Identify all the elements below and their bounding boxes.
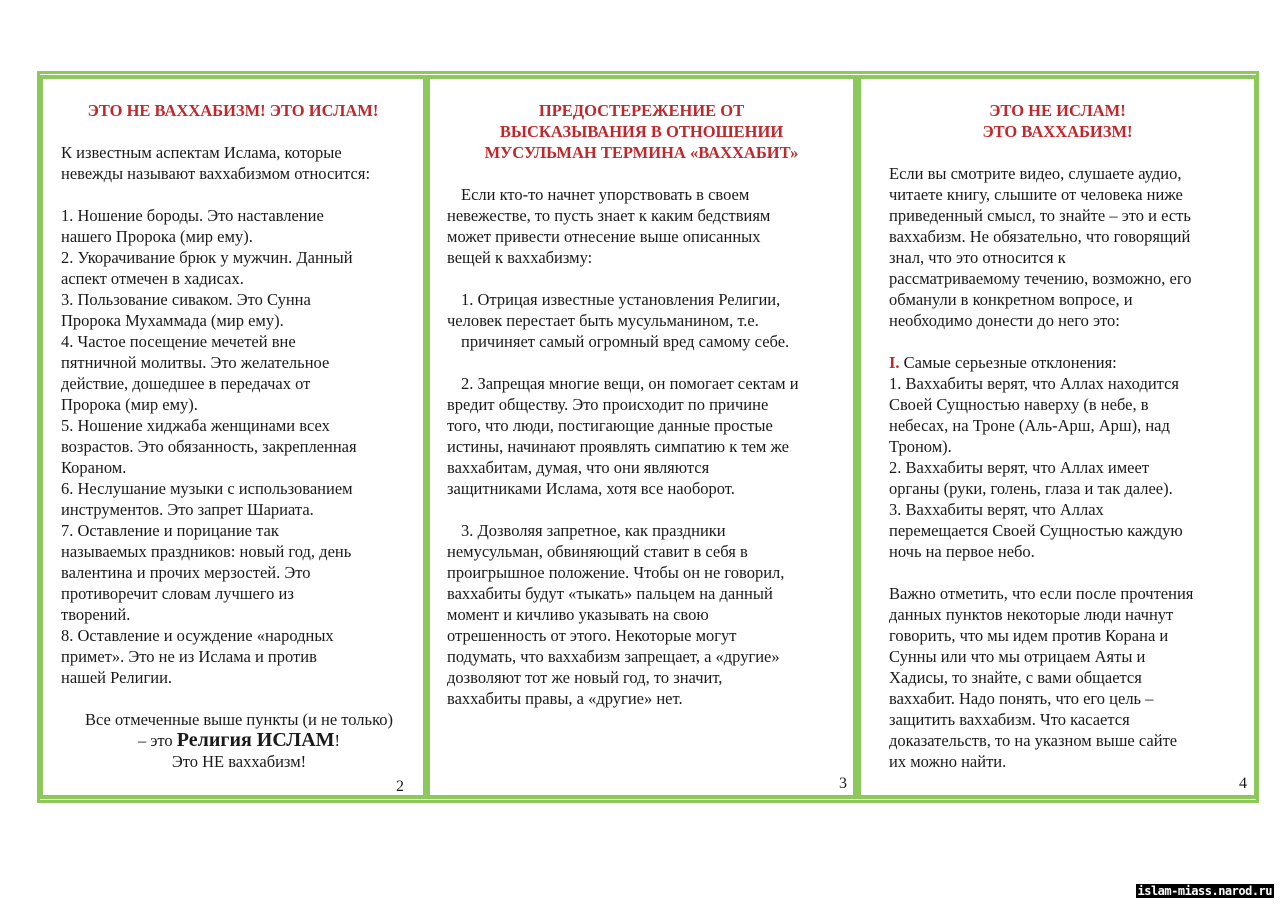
title-line: ЭТО НЕ ИСЛАМ!: [989, 101, 1126, 120]
title-line: ПРЕДОСТЕРЕЖЕНИЕ ОТ: [538, 101, 745, 120]
text-line: может привести отнесение выше описанных: [447, 227, 761, 246]
text-line: К известным аспектам Ислама, которые: [61, 143, 342, 162]
text-line: обманули в конкретном вопросе, и: [889, 290, 1133, 309]
panel-body: [447, 184, 849, 709]
text-line: защитить ваххабизм. Что касается: [889, 710, 1130, 729]
text-line: 2. Ваххабиты верят, что Аллах имеет: [889, 458, 1150, 477]
text-line: [61, 730, 417, 751]
text-line: читаете книгу, слышите от человека ниже: [889, 185, 1183, 204]
text-line: 3. Пользование сиваком. Это Сунна: [61, 290, 311, 309]
text-line: момент и кичливо указывать на свою: [447, 605, 709, 624]
text-line: действие, дошедшее в передачах от: [61, 374, 311, 393]
text-line: 7. Оставление и порицание так: [61, 521, 279, 540]
title-line: ЭТО ВАХХАБИЗМ!: [982, 122, 1133, 141]
text-line: Хадисы, то знайте, с вами общается: [889, 668, 1142, 687]
text-line: доказательств, то на указном выше сайте: [889, 731, 1178, 750]
text-line: 6. Неслушание музыки с использованием: [61, 479, 353, 498]
text-line: творений.: [61, 605, 131, 624]
site-watermark: islam-miass.narod.ru: [1137, 884, 1272, 898]
text-line: ваххабизм. Не обязательно, что говорящий: [889, 227, 1191, 246]
text-line: вещей к ваххабизму:: [447, 248, 593, 267]
text-line: инструментов. Это запрет Шариата.: [61, 500, 314, 519]
text-line: говорить, что мы идем против Корана и: [889, 626, 1169, 645]
text-line: нашего Пророка (мир ему).: [61, 227, 253, 246]
text-line: ночь на первое небо.: [889, 542, 1035, 561]
text-line: дозволяют тот же новый год, то значит,: [447, 668, 723, 687]
text-line: 4. Частое посещение мечетей вне: [61, 332, 296, 351]
text-line: Все отмеченные выше пункты (и не только): [85, 710, 393, 729]
text-line: Троном).: [889, 437, 952, 456]
text-line: 1. Отрицая известные установления Религии,: [461, 290, 781, 309]
text-line: аспект отмечен в хадисах.: [61, 269, 244, 288]
text-line: [447, 352, 849, 373]
text-line: [61, 184, 417, 205]
page-4-panel: [857, 75, 1258, 799]
text-line: возрастов. Это обязанность, закрепленная: [61, 437, 357, 456]
text-line: противоречит словам лучшего из: [61, 584, 294, 603]
text-line: 2. Запрещая многие вещи, он помогает сектам и: [461, 374, 799, 393]
text-line: рассматриваемому течению, возможно, его: [889, 269, 1192, 288]
text-line: Если вы смотрите видео, слушаете аудио,: [889, 164, 1182, 183]
panel-body: [889, 142, 1250, 772]
text-line: Важно отметить, что если после прочтения: [889, 584, 1194, 603]
text-line: [447, 499, 849, 520]
section-marker: I.: [889, 353, 900, 372]
panel-title: [861, 100, 1254, 142]
text-line: приведенный смысл, то знайте – это и есть: [889, 206, 1191, 225]
text-line: 8. Оставление и осуждение «народных: [61, 626, 334, 645]
title-line: МУСУЛЬМАН ТЕРМИНА «ВАХХАБИТ»: [484, 143, 799, 162]
text-line: [889, 142, 1250, 163]
text-line: знал, что это относится к: [889, 248, 1066, 267]
page-2-panel: [39, 75, 427, 799]
emphasis-text: Религия ИСЛАМ: [176, 729, 335, 751]
text-line: 1. Ваххабиты верят, что Аллах находится: [889, 374, 1180, 393]
text-segment: Самые серьезные отклонения:: [899, 353, 1117, 372]
text-segment: !: [334, 731, 341, 750]
panel-title: [43, 100, 423, 121]
text-line: необходимо донести до него это:: [889, 311, 1120, 330]
text-line: немусульман, обвиняющий ставит в себя в: [447, 542, 748, 561]
text-line: истины, начинают проявлять симпатию к тем же: [447, 437, 790, 456]
text-line: Кораном.: [61, 458, 127, 477]
text-line: пятничной молитвы. Это желательное: [61, 353, 330, 372]
text-line: невежды называют ваххабизмом относится:: [61, 164, 371, 183]
text-line: данных пунктов некоторые люди начнут: [889, 605, 1174, 624]
text-line: 3. Дозволяя запретное, как праздники: [461, 521, 726, 540]
text-line: Сунны или что мы отрицаем Аяты и: [889, 647, 1146, 666]
text-line: Если кто-то начнет упорствовать в своем: [461, 185, 750, 204]
text-line: причиняет самый огромный вред самому себе.: [461, 332, 790, 351]
text-line: 2. Укорачивание брюк у мужчин. Данный: [61, 248, 353, 267]
panel-title: [430, 100, 853, 163]
text-line: называемых праздников: новый год, день: [61, 542, 352, 561]
text-line: ваххабиты правы, а «другие» нет.: [447, 689, 683, 708]
text-line: их можно найти.: [889, 752, 1007, 771]
text-line: невежестве, то пусть знает к каким бедствиям: [447, 206, 771, 225]
text-line: [447, 268, 849, 289]
text-line: 5. Ношение хиджаба женщинами всех: [61, 416, 330, 435]
text-line: [889, 331, 1250, 352]
text-line: 1. Ношение бороды. Это наставление: [61, 206, 324, 225]
text-line: подумать, что ваххабизм запрещает, а «другие»: [447, 647, 780, 666]
text-line: валентина и прочих мерзостей. Это: [61, 563, 311, 582]
text-line: проигрышное положение. Чтобы он не говорил,: [447, 563, 785, 582]
text-line: Пророка (мир ему).: [61, 395, 198, 414]
text-line: [889, 562, 1250, 583]
text-line: Это НЕ ваххабизм!: [171, 752, 307, 771]
text-line: 3. Ваххабиты верят, что Аллах: [889, 500, 1104, 519]
title-line: ЭТО НЕ ВАХХАБИЗМ! ЭТО ИСЛАМ!: [87, 101, 379, 120]
page-number: 2: [396, 778, 404, 795]
text-line: ваххабиты будут «тыкать» пальцем на данный: [447, 584, 773, 603]
panel-body: [61, 142, 417, 772]
text-line: [889, 352, 1250, 373]
text-line: вредит обществу. Это происходит по причине: [447, 395, 769, 414]
text-line: перемещается Своей Сущностью каждую: [889, 521, 1183, 540]
text-line: небесах, на Троне (Аль-Арш, Арш), над: [889, 416, 1170, 435]
text-line: Своей Сущностью наверху (в небе, в: [889, 395, 1149, 414]
text-segment: – это: [137, 731, 177, 750]
page-number: 3: [839, 775, 847, 792]
text-line: ваххабит. Надо понять, что его цель –: [889, 689, 1154, 708]
text-line: примет». Это не из Ислама и против: [61, 647, 317, 666]
title-line: ВЫСКАЗЫВАНИЯ В ОТНОШЕНИИ: [499, 122, 784, 141]
text-line: человек перестает быть мусульманином, т.е.: [447, 311, 759, 330]
text-line: отрешенность от этого. Некоторые могут: [447, 626, 737, 645]
page-3-panel: [426, 75, 857, 799]
text-line: ваххабитам, думая, что они являются: [447, 458, 710, 477]
text-line: того, что люди, постигающие данные простые: [447, 416, 773, 435]
text-line: нашей Религии.: [61, 668, 173, 687]
page-number: 4: [1239, 775, 1247, 792]
text-line: Пророка Мухаммада (мир ему).: [61, 311, 284, 330]
text-line: органы (руки, голень, глаза и так далее).: [889, 479, 1173, 498]
text-line: [61, 688, 417, 709]
text-line: защитниками Ислама, хотя все наоборот.: [447, 479, 735, 498]
